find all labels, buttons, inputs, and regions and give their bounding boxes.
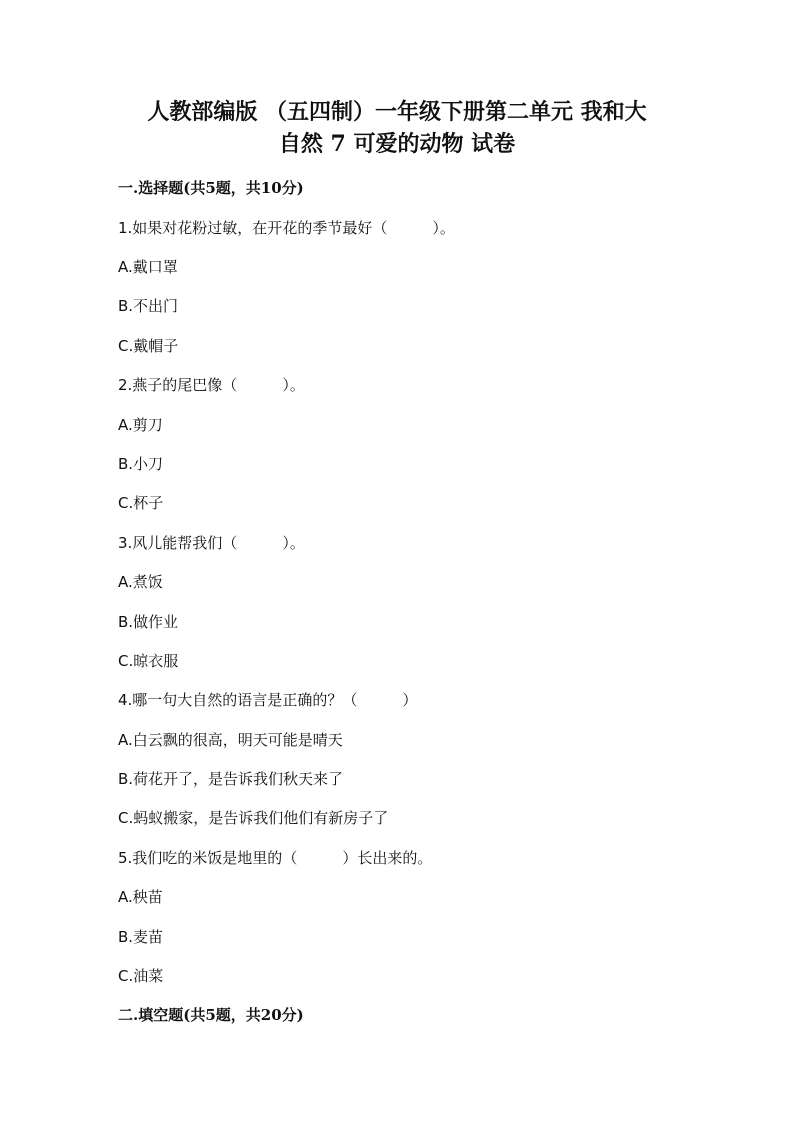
question-3-option-c: C.晾衣服 (118, 652, 179, 670)
section-heading-choice: 一.选择题(共5题，共10分) (118, 179, 304, 197)
exam-title-line-1: 人教部编版 （五四制）一年级下册第二单元 我和大 (147, 99, 647, 125)
exam-title-line-2: 自然 7 可爱的动物 试卷 (278, 131, 516, 157)
question-3-option-b: B.做作业 (118, 613, 179, 631)
question-2-option-c: C.杯子 (118, 494, 164, 512)
question-2-option-b: B.小刀 (118, 455, 164, 473)
section-heading-fill-blank: 二.填空题(共5题，共20分) (118, 1006, 304, 1024)
question-3-option-a: A.煮饭 (118, 573, 163, 591)
question-3: 3.风儿能帮我们（ ）。 (118, 534, 305, 552)
question-5-option-b: B.麦苗 (118, 928, 164, 946)
question-4-option-b: B.荷花开了，是告诉我们秋天来了 (118, 770, 344, 788)
question-4: 4.哪一句大自然的语言是正确的？（ ） (118, 691, 418, 709)
question-1-option-c: C.戴帽子 (118, 337, 179, 355)
question-2-option-a: A.剪刀 (118, 416, 163, 434)
question-4-option-a: A.白云飘的很高，明天可能是晴天 (118, 731, 343, 749)
question-4-option-c: C.蚂蚁搬家，是告诉我们他们有新房子了 (118, 809, 389, 827)
question-1: 1.如果对花粉过敏，在开花的季节最好（ ）。 (118, 219, 455, 237)
question-2: 2.燕子的尾巴像（ ）。 (118, 376, 305, 394)
question-1-option-a: A.戴口罩 (118, 258, 178, 276)
question-1-option-b: B.不出门 (118, 297, 179, 315)
question-5-option-a: A.秧苗 (118, 888, 163, 906)
question-5: 5.我们吃的米饭是地里的（ ）长出来的。 (118, 849, 433, 867)
question-5-option-c: C.油菜 (118, 967, 164, 985)
